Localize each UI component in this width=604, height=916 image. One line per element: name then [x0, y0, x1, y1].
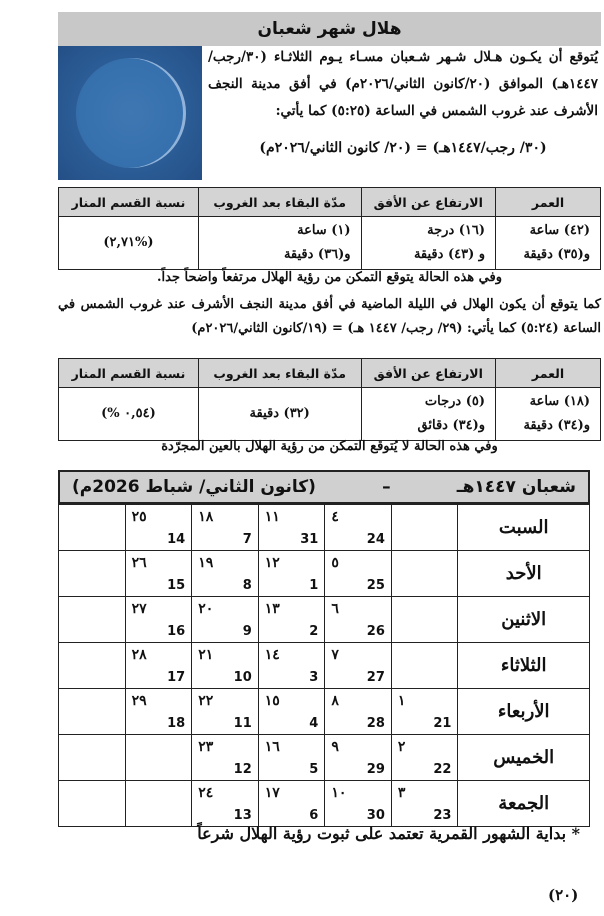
calendar-day-cell: [192, 643, 259, 689]
cell-stay: (٣٢) دقيقة: [198, 388, 361, 441]
gregorian-day: 24: [366, 532, 385, 547]
gregorian-day: 18: [167, 716, 186, 731]
calendar-day-cell: [59, 735, 126, 781]
calendar-day-cell: [125, 781, 192, 827]
calendar-day-cell: [325, 781, 392, 827]
gregorian-day: 31: [300, 532, 319, 547]
calendar-table: [58, 504, 590, 827]
table-row: [59, 388, 601, 441]
weekday-label: الاثنين: [458, 597, 590, 643]
visibility-note-today: وفي هذه الحالة يتوقع التمكن من رؤية الهلال مرتفعاً واضحاً جداً.: [156, 270, 503, 285]
calendar-day-cell: [325, 505, 392, 551]
gregorian-day: 8: [242, 578, 252, 593]
cell-illumination: (٠,٥٤ %): [59, 388, 199, 441]
calendar-day-cell: [258, 551, 325, 597]
table-header-row: [59, 188, 601, 217]
gregorian-day: 3: [309, 670, 319, 685]
stay-hours: (١) ساعة: [297, 223, 351, 238]
gregorian-day: 28: [366, 716, 385, 731]
calendar-day-cell: [192, 505, 259, 551]
calendar-day-cell: [258, 643, 325, 689]
header-illumination: نسبة القسم المنار: [59, 188, 199, 217]
calendar-day-cell: [258, 689, 325, 735]
altitude-minutes: و (٤٣) دقيقة: [413, 247, 486, 262]
hijri-day: ١٤: [264, 647, 280, 663]
gregorian-day: 11: [233, 716, 252, 731]
calendar-day-cell: [192, 781, 259, 827]
hijri-day: ٦: [331, 601, 339, 617]
hijri-day: ١١: [264, 509, 280, 525]
calendar-day-cell: [391, 781, 458, 827]
hijri-day: ٢٥: [131, 509, 147, 525]
hijri-day: ٩: [331, 739, 339, 755]
calendar-day-cell: [59, 689, 126, 735]
altitude-degrees: (١٦) درجة: [427, 223, 486, 238]
age-minutes: و(٣٥) دقيقة: [523, 247, 590, 262]
calendar-day-cell: [325, 551, 392, 597]
hijri-day: ٢٦: [131, 555, 147, 571]
hijri-day: ٢١: [198, 647, 214, 663]
gregorian-day: 14: [167, 532, 186, 547]
weekday-label: الأربعاء: [458, 689, 590, 735]
hijri-day: ٣: [397, 785, 406, 801]
calendar-row: [59, 781, 590, 827]
gregorian-day: 27: [366, 670, 385, 685]
altitude-minutes: و(٣٤) دقائق: [417, 418, 486, 433]
page-number: (٢٠): [548, 886, 579, 904]
header-stay: مدّة البقاء بعد الغروب: [198, 359, 361, 388]
calendar-day-cell: [125, 505, 192, 551]
cell-altitude: [361, 388, 496, 441]
cell-altitude: [361, 217, 496, 270]
hijri-day: ٤: [331, 509, 339, 525]
hijri-day: ١٦: [264, 739, 280, 755]
calendar-row: [59, 643, 590, 689]
cell-age: [496, 388, 601, 441]
gregorian-day: 10: [233, 670, 252, 685]
hijri-day: ٢٧: [131, 601, 147, 617]
page-title: هلال شهر شعبان: [58, 12, 601, 46]
calendar-day-cell: [125, 551, 192, 597]
intro-paragraph: يُتوقع أن يكـون هـلال شـهر شـعبان مسـاء يـوم الثلاثـاء (٣٠/رجب/١٤٤٧هـ) الموافق (٢٠/كانون الثاني/٢٠٢٦م) في أفق مدينة النجف الأشرف عند غروب الشمس في الساعة (٥:٢٥) كما يأتي:: [208, 49, 599, 119]
hijri-day: ٢٠: [198, 601, 214, 617]
altitude-degrees: (٥) درجات: [424, 394, 486, 409]
weekday-label: الخميس: [458, 735, 590, 781]
gregorian-day: 17: [167, 670, 186, 685]
hijri-day: ٢: [397, 739, 406, 755]
table-header-row: [59, 359, 601, 388]
hijri-day: ٧: [331, 647, 339, 663]
calendar-day-cell: [59, 781, 126, 827]
previous-night-note: كما يتوقع أن يكون الهلال في الليلة الماضية في أفق مدينة النجف الأشرف عند غروب الشمس في الساعة (٥:٢٤) كما يأتي: (٢٩/ رجب/ ١٤٤٧ هـ) = (١٩/كانون الثاني/٢٠٢٦م): [58, 297, 601, 336]
gregorian-day: 7: [242, 532, 252, 547]
header-altitude: الارتفاع عن الأفق: [361, 359, 496, 388]
gregorian-day: 13: [233, 808, 252, 823]
hijri-day: ١٣: [264, 601, 280, 617]
calendar-gregorian-title: (كانون الثاني/ شباط 2026م): [72, 477, 316, 497]
gregorian-day: 29: [366, 762, 385, 777]
hijri-day: ٨: [331, 693, 339, 709]
stay-minutes: و(٣٦) دقيقة: [283, 247, 351, 262]
gregorian-day: 15: [167, 578, 186, 593]
calendar-day-cell: [325, 689, 392, 735]
calendar-row: [59, 735, 590, 781]
calendar-row: [59, 597, 590, 643]
weekday-label: السبت: [458, 505, 590, 551]
gregorian-day: 25: [366, 578, 385, 593]
calendar-day-cell: [325, 643, 392, 689]
calendar-day-cell: [391, 643, 458, 689]
calendar-day-cell: [59, 551, 126, 597]
calendar-row: [59, 551, 590, 597]
hijri-day: ٢٨: [131, 647, 147, 663]
age-hours: (١٨) ساعة: [529, 394, 590, 409]
gregorian-day: 23: [433, 808, 452, 823]
hijri-day: ١٠: [331, 785, 347, 801]
calendar-day-cell: [59, 643, 126, 689]
calendar-day-cell: [391, 551, 458, 597]
gregorian-day: 21: [433, 716, 452, 731]
gregorian-day: 22: [433, 762, 452, 777]
calendar-day-cell: [192, 735, 259, 781]
calendar-day-cell: [391, 689, 458, 735]
calendar-hijri-title: شعبان ١٤٤٧هـ: [456, 477, 576, 497]
calendar-header: [58, 470, 590, 504]
hijri-day: ٢٣: [198, 739, 214, 755]
calendar-day-cell: [125, 735, 192, 781]
hijri-day: ١٧: [264, 785, 280, 801]
calendar-row: [59, 505, 590, 551]
footnote: * بداية الشهور القمرية تعتمد على ثبوت رؤية الهلال شرعاً: [197, 824, 580, 843]
hijri-day: ١٢: [264, 555, 280, 571]
weekday-label: الجمعة: [458, 781, 590, 827]
header-age: العمر: [496, 188, 601, 217]
header-stay: مدّة البقاء بعد الغروب: [198, 188, 361, 217]
calendar-row: [59, 689, 590, 735]
table-row: [59, 217, 601, 270]
gregorian-day: 26: [366, 624, 385, 639]
calendar-day-cell: [391, 597, 458, 643]
header-altitude: الارتفاع عن الأفق: [361, 188, 496, 217]
calendar-day-cell: [59, 597, 126, 643]
moon-table-previous-night: [58, 358, 601, 441]
calendar-day-cell: [125, 643, 192, 689]
header-age: العمر: [496, 359, 601, 388]
calendar-day-cell: [258, 505, 325, 551]
intro-text: [208, 44, 598, 162]
hijri-day: ٥: [331, 555, 339, 571]
hijri-day: ١: [397, 693, 406, 709]
hijri-day: ٢٤: [198, 785, 214, 801]
hijri-day: ٢٢: [198, 693, 214, 709]
hijri-day: ١٩: [198, 555, 214, 571]
calendar-title-dash: –: [382, 477, 391, 497]
hijri-day: ١٥: [264, 693, 280, 709]
age-hours: (٤٢) ساعة: [529, 223, 590, 238]
cell-age: [496, 217, 601, 270]
gregorian-day: 12: [233, 762, 252, 777]
cell-illumination: (%٢,٧١): [59, 217, 199, 270]
calendar-day-cell: [192, 551, 259, 597]
crescent-moon-image: [58, 46, 202, 180]
gregorian-day: 6: [309, 808, 319, 823]
gregorian-day: 30: [366, 808, 385, 823]
gregorian-day: 16: [167, 624, 186, 639]
moon-table-today: [58, 187, 601, 270]
calendar-day-cell: [391, 735, 458, 781]
gregorian-day: 1: [309, 578, 319, 593]
hijri-day: ٢٩: [131, 693, 147, 709]
intro-date-line: (٣٠/ رجب/١٤٤٧هـ) = (٢٠/ كانون الثاني/٢٠٢٦م): [259, 140, 547, 156]
calendar-day-cell: [125, 597, 192, 643]
calendar-day-cell: [258, 735, 325, 781]
moon-disc: [76, 58, 186, 168]
header-illumination: نسبة القسم المنار: [59, 359, 199, 388]
calendar-day-cell: [258, 781, 325, 827]
gregorian-day: 2: [309, 624, 319, 639]
hijri-day: ١٨: [198, 509, 214, 525]
visibility-note-previous: وفي هذه الحالة لا يُتوقع التمكن من رؤية الهلال بالعين المجرّدة: [161, 439, 498, 454]
calendar-day-cell: [192, 597, 259, 643]
gregorian-day: 9: [242, 624, 252, 639]
calendar-day-cell: [125, 689, 192, 735]
calendar-day-cell: [59, 505, 126, 551]
calendar-day-cell: [325, 735, 392, 781]
calendar-day-cell: [192, 689, 259, 735]
calendar-day-cell: [325, 597, 392, 643]
calendar-day-cell: [258, 597, 325, 643]
calendar-day-cell: [391, 505, 458, 551]
cell-stay: [198, 217, 361, 270]
gregorian-day: 5: [309, 762, 319, 777]
gregorian-day: 4: [309, 716, 319, 731]
weekday-label: الثلاثاء: [458, 643, 590, 689]
weekday-label: الأحد: [458, 551, 590, 597]
age-minutes: و(٣٤) دقيقة: [523, 418, 590, 433]
